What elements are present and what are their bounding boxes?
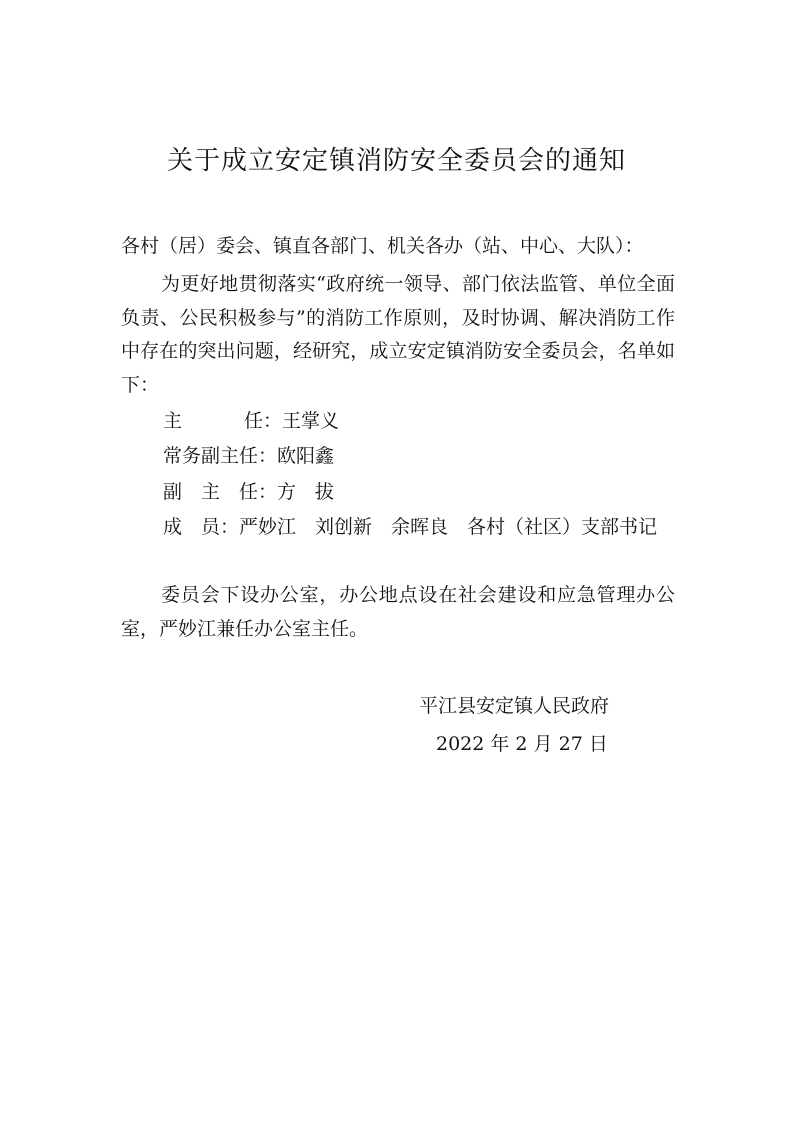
paragraph-intro: 为更好地贯彻落实“政府统一领导、部门依法监管、单位全面负责、公民积极参与”的消防工作原则，及时协调、解决消防工作中存在的突出问题，经研究，成立安定镇消防安全委员会，名单如下： xyxy=(121,273,675,396)
director-label-a: 主 xyxy=(163,410,183,432)
director-label-b: 任： xyxy=(244,410,283,432)
deputy-label-b: 主 xyxy=(201,481,221,503)
signature-organization: 平江县安定镇人民政府 xyxy=(419,695,610,717)
executive-deputy-name: 欧阳鑫 xyxy=(277,445,335,467)
deputy-label-a: 副 xyxy=(163,481,183,503)
executive-deputy-label: 常务副主任： xyxy=(163,445,278,467)
executive-deputy-row xyxy=(163,440,675,474)
paragraph-office: 委员会下设办公室，办公地点设在社会建设和应急管理办公室，严妙江兼任办公室主任。 xyxy=(121,584,675,640)
director-row xyxy=(163,405,675,439)
deputy-row xyxy=(163,476,675,510)
salutation: 各村（居）委会、镇直各部门、机关各办（站、中心、大队）： xyxy=(121,235,644,257)
deputy-label-c: 任： xyxy=(239,481,278,503)
document-title: 关于成立安定镇消防安全委员会的通知 xyxy=(166,146,626,176)
deputy-name: 方 拔 xyxy=(277,481,335,503)
director-name: 王掌义 xyxy=(282,410,340,432)
members-row: 成 员：严妙江 刘创新 余晖良 各村（社区）支部书记 xyxy=(163,516,658,538)
signature-date: 2022 年 2 月 27 日 xyxy=(436,733,608,755)
